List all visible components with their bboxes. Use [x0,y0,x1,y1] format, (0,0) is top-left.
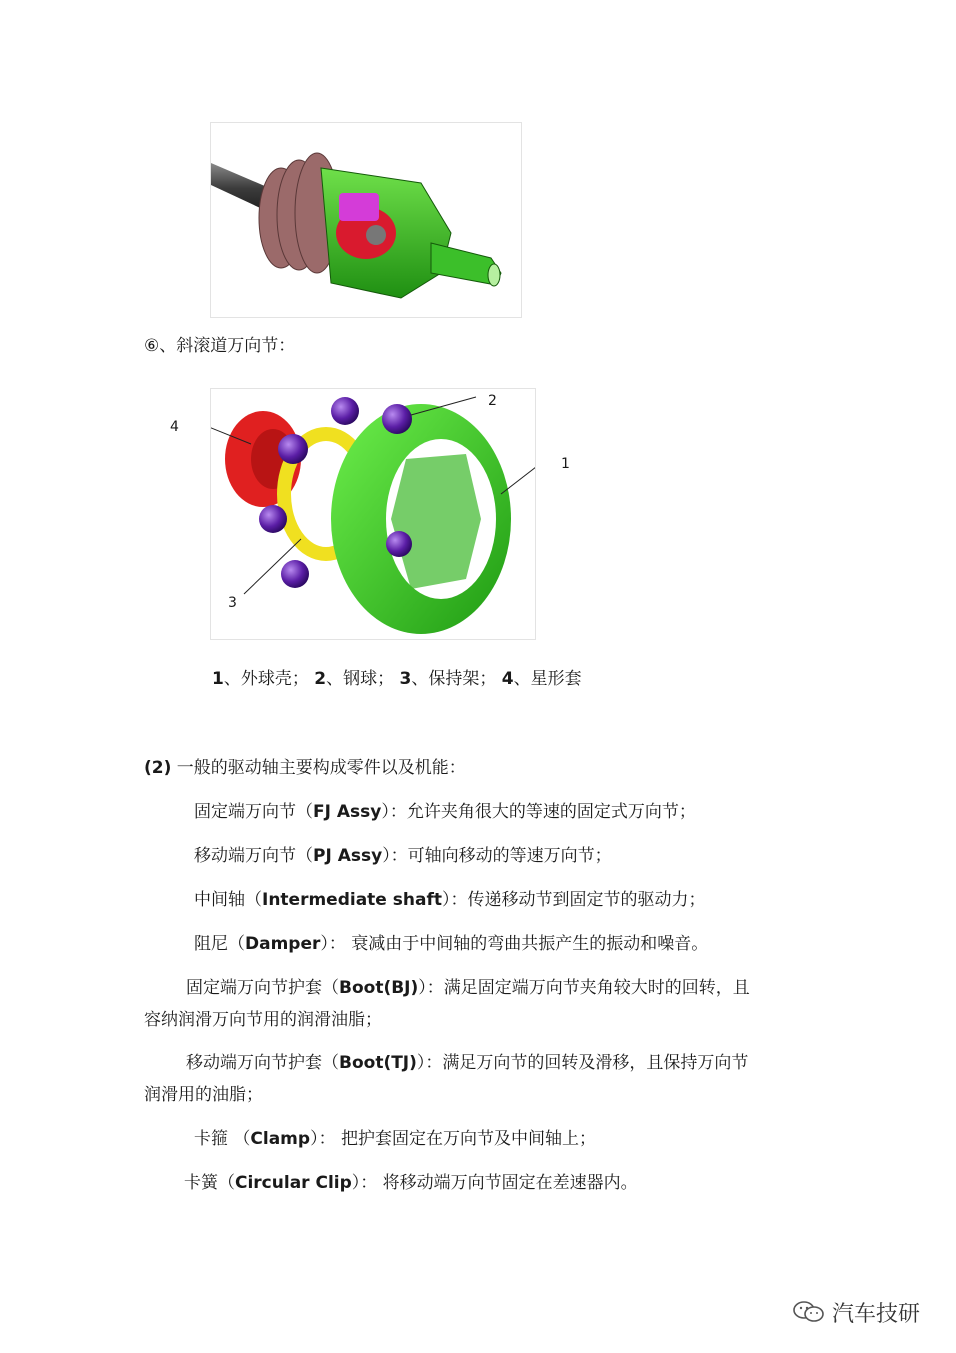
item-boot-tj [186,1051,748,1075]
item-damper [194,932,708,956]
item-pj-assy [194,844,612,868]
exploded-joint-illustration [211,389,535,639]
item-desc: ）： 把护套固定在万向节及中间轴上； [310,1129,596,1149]
caption-num-1: 1 [212,669,224,689]
item-cn: 移动端万向节（ [194,846,313,866]
item-en: Clamp [250,1129,311,1149]
caption-num-4: 4 [501,669,514,689]
part2-num: (2) [144,758,172,778]
wechat-icon [792,1299,826,1325]
drive-shaft-illustration [211,123,521,317]
item-circular-clip [184,1171,638,1195]
item-fj-assy [194,800,696,824]
item-en: PJ Assy [313,846,383,866]
item-boot-tj-line2: 润滑用的油脂； [144,1085,263,1105]
item-desc: ）：满足万向节的回转及滑移，且保持万向节 [416,1053,749,1073]
callout-2: 2 [488,393,497,409]
item-en: Boot(TJ) [339,1053,417,1073]
figure-exploded-joint [210,388,536,640]
item-en: FJ Assy [313,802,382,822]
watermark [792,1296,920,1328]
item-en: Intermediate shaft [262,890,442,910]
item-desc: ）： 将移动端万向节固定在差速器内。 [351,1173,638,1193]
figure-drive-shaft-cutaway [210,122,522,318]
item-boot-bj-line2: 容纳润滑万向节用的润滑油脂； [144,1010,382,1030]
item-intermediate-shaft [194,888,705,912]
item-cn: 移动端万向节护套（ [186,1053,339,1073]
figure-caption [212,667,582,691]
callout-3: 3 [228,595,237,611]
item-desc: ）： 衰减由于中间轴的弯曲共振产生的振动和噪音。 [320,934,709,954]
callout-1: 1 [561,456,570,472]
caption-num-3: 3 [399,669,412,689]
part2-heading [144,756,466,780]
item-clamp [194,1127,596,1151]
item-en: Damper [245,934,321,954]
item-desc: ）：满足固定端万向节夹角较大时的回转，且 [418,978,750,998]
item-cn: 固定端万向节（ [194,802,313,822]
item-desc: ）：传递移动节到固定节的驱动力； [441,890,706,910]
callout-4: 4 [170,419,179,435]
item-cn: 中间轴（ [194,890,262,910]
item-cn: 卡箍 （ [194,1129,251,1149]
item-cn: 卡簧（ [184,1173,235,1193]
caption-text-3: 、保持架； [411,669,497,689]
caption-num-2: 2 [314,669,327,689]
item-cn: 阻尼（ [194,934,245,954]
part2-text: 一般的驱动轴主要构成零件以及机能： [176,758,466,778]
item-en: Circular Clip [235,1173,352,1193]
item-en: Boot(BJ) [339,978,419,998]
section-heading: ⑥、斜滚道万向节： [144,336,296,356]
caption-text-4: 、星形套 [513,669,582,689]
caption-text-2: 、钢球； [326,669,395,689]
item-boot-bj [186,976,750,1000]
caption-text-1: 、外球壳； [223,669,309,689]
watermark-text: 汽车技研 [832,1301,921,1327]
item-desc: ）：可轴向移动的等速万向节； [382,846,612,866]
item-cn: 固定端万向节护套（ [186,978,339,998]
item-desc: ）：允许夹角很大的等速的固定式万向节； [381,802,696,822]
